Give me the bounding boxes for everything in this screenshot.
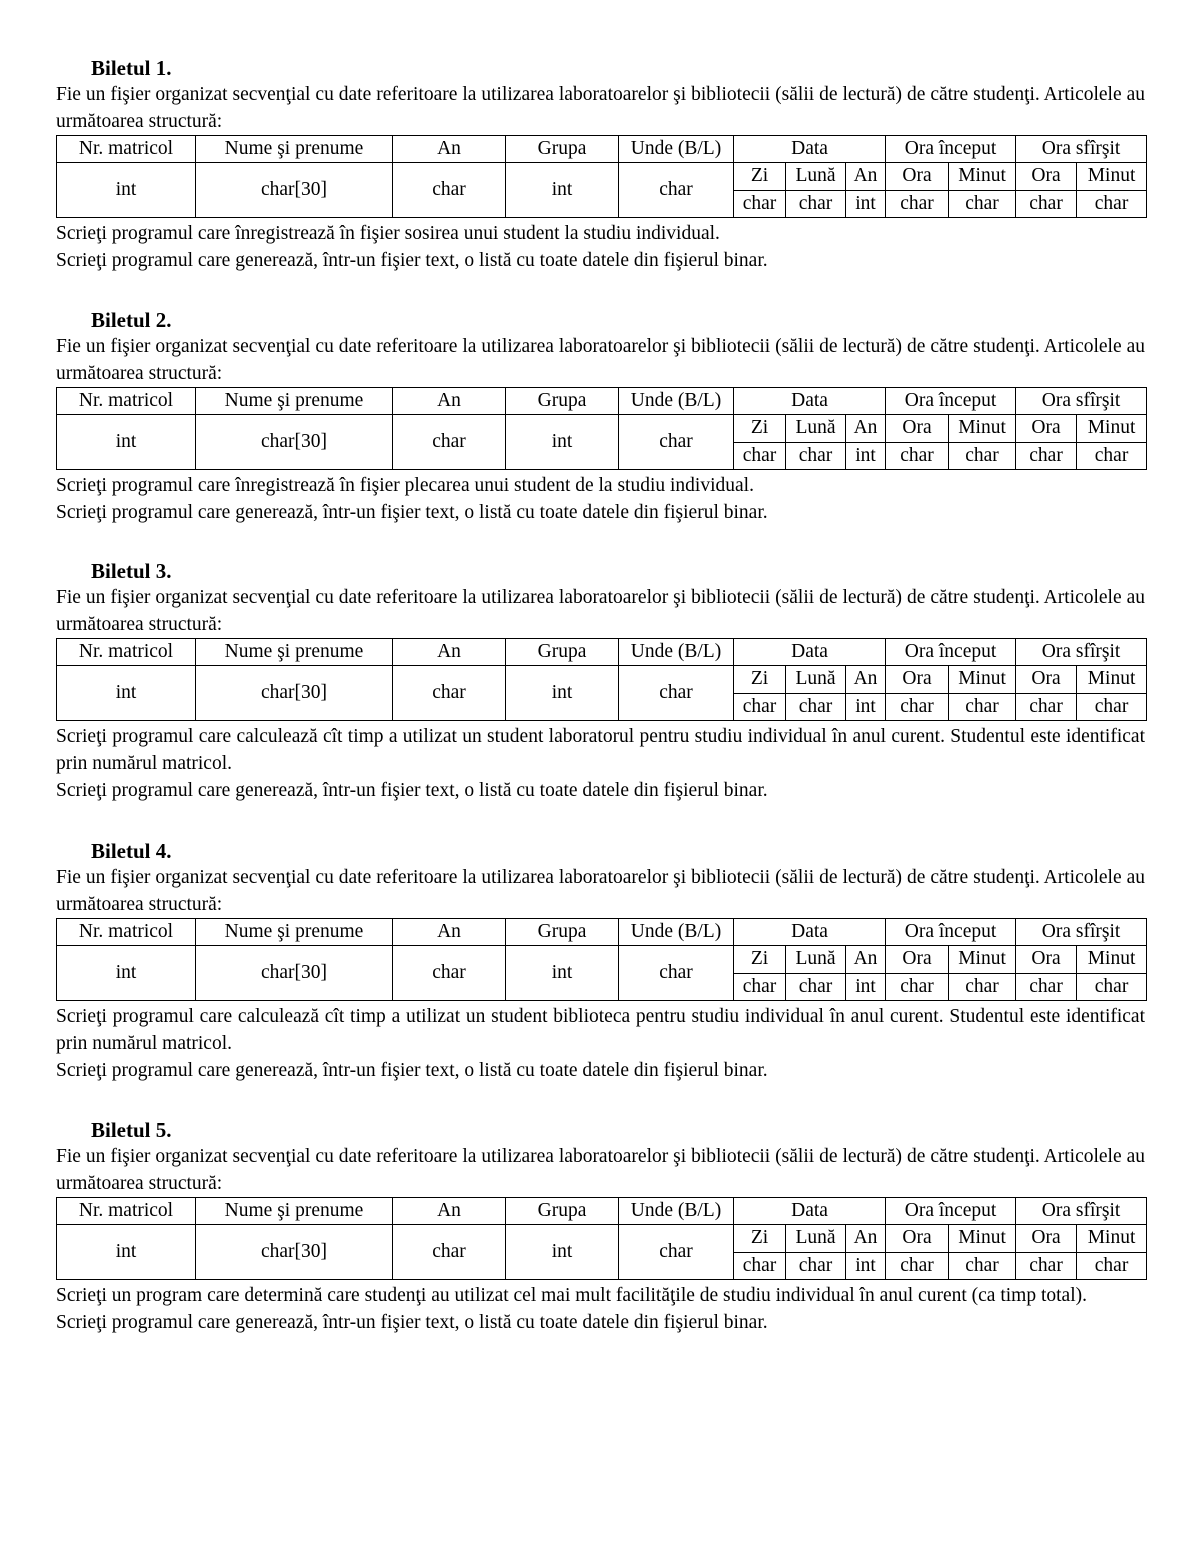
task-1: Scrieţi programul care înregistrează în fişier plecarea unui student de la studiu individual.	[56, 475, 754, 496]
header-ora-inceput: Ora început	[886, 639, 1016, 666]
header-an: An	[393, 388, 506, 415]
header-an: An	[393, 919, 506, 946]
header-ora-inceput: Ora început	[886, 1198, 1016, 1225]
header-ora-sfirsit: Ora sfîrşit	[1016, 388, 1147, 415]
type-nr-matricol: int	[57, 666, 196, 721]
ticket-1	[56, 55, 1145, 274]
subheader-an: An	[846, 163, 886, 191]
type-grupa: int	[506, 666, 619, 721]
type-luna: char	[786, 442, 846, 470]
header-data: Data	[734, 136, 886, 163]
ticket-title: Biletul 5.	[91, 1118, 172, 1142]
header-unde: Unde (B/L)	[619, 639, 734, 666]
type-luna: char	[786, 693, 846, 721]
subheader-an: An	[846, 666, 886, 694]
task-2: Scrieţi programul care generează, într-un fişier text, o listă cu toate datele din fişierul binar.	[56, 1312, 768, 1333]
task-1: Scrieţi programul care înregistrează în fişier sosirea unui student la studiu individual.	[56, 223, 720, 244]
type-unde: char	[619, 946, 734, 1001]
ticket-requirements	[56, 1282, 1145, 1336]
type-nr-matricol: int	[57, 163, 196, 218]
header-unde: Unde (B/L)	[619, 1198, 734, 1225]
header-nume: Nume şi prenume	[196, 919, 393, 946]
task-1: Scrieţi programul care calculează cît timp a utilizat un student laboratorul pentru studiu individual în anul curent. Studentul este identificat prin numărul matricol.	[56, 726, 1145, 774]
type-nr-matricol: int	[57, 1225, 196, 1280]
type-nume: char[30]	[196, 163, 393, 218]
type-unde: char	[619, 666, 734, 721]
type-nr-matricol: int	[57, 946, 196, 1001]
ticket-3	[56, 558, 1145, 804]
subheader-minut-inceput: Minut	[949, 1225, 1016, 1253]
header-ora-sfirsit: Ora sfîrşit	[1016, 639, 1147, 666]
table-subheader-row	[57, 1225, 1147, 1253]
header-nr-matricol: Nr. matricol	[57, 1198, 196, 1225]
subheader-luna: Lună	[786, 163, 846, 191]
ticket-intro: Fie un fişier organizat secvenţial cu date referitoare la utilizarea laboratoarelor şi bibliotecii (sălii de lectură) de către studenţi. Articolele au următoarea structură:	[56, 84, 1145, 132]
ticket-requirements	[56, 220, 1145, 274]
header-nume: Nume şi prenume	[196, 388, 393, 415]
header-ora-sfirsit: Ora sfîrşit	[1016, 136, 1147, 163]
table-header-row	[57, 1198, 1147, 1225]
header-data: Data	[734, 388, 886, 415]
type-ora-sfirsit: char	[1016, 973, 1077, 1001]
header-unde: Unde (B/L)	[619, 388, 734, 415]
type-grupa: int	[506, 946, 619, 1001]
header-grupa: Grupa	[506, 639, 619, 666]
type-ora-sfirsit: char	[1016, 693, 1077, 721]
table-subheader-row	[57, 415, 1147, 443]
ticket-intro: Fie un fişier organizat secvenţial cu date referitoare la utilizarea laboratoarelor şi bibliotecii (sălii de lectură) de către studenţi. Articolele au următoarea structură:	[56, 867, 1145, 915]
ticket-title: Biletul 3.	[91, 559, 172, 583]
type-zi: char	[734, 442, 786, 470]
table-subheader-row	[57, 163, 1147, 191]
ticket-4	[56, 838, 1145, 1084]
ticket-intro: Fie un fişier organizat secvenţial cu date referitoare la utilizarea laboratoarelor şi bibliotecii (sălii de lectură) de către studenţi. Articolele au următoarea structură:	[56, 1146, 1145, 1194]
header-nr-matricol: Nr. matricol	[57, 919, 196, 946]
type-minut-sfirsit: char	[1077, 973, 1147, 1001]
type-an: char	[393, 163, 506, 218]
subheader-ora-inceput: Ora	[886, 415, 949, 443]
subheader-luna: Lună	[786, 1225, 846, 1253]
task-2: Scrieţi programul care generează, într-un fişier text, o listă cu toate datele din fişierul binar.	[56, 502, 768, 523]
type-ora-sfirsit: char	[1016, 442, 1077, 470]
subheader-ora-sfirsit: Ora	[1016, 415, 1077, 443]
subheader-minut-inceput: Minut	[949, 163, 1016, 191]
subheader-ora-sfirsit: Ora	[1016, 666, 1077, 694]
type-minut-sfirsit: char	[1077, 1252, 1147, 1280]
subheader-ora-inceput: Ora	[886, 666, 949, 694]
header-grupa: Grupa	[506, 388, 619, 415]
type-nume: char[30]	[196, 1225, 393, 1280]
type-zi: char	[734, 973, 786, 1001]
type-minut-inceput: char	[949, 973, 1016, 1001]
ticket-intro: Fie un fişier organizat secvenţial cu date referitoare la utilizarea laboratoarelor şi bibliotecii (sălii de lectură) de către studenţi. Articolele au următoarea structură:	[56, 336, 1145, 384]
subheader-minut-inceput: Minut	[949, 415, 1016, 443]
header-ora-sfirsit: Ora sfîrşit	[1016, 919, 1147, 946]
type-an-data: int	[846, 442, 886, 470]
task-1: Scrieţi programul care calculează cît timp a utilizat un student biblioteca pentru studiu individual în anul curent. Studentul este identificat prin numărul matricol.	[56, 1006, 1145, 1054]
header-grupa: Grupa	[506, 1198, 619, 1225]
header-grupa: Grupa	[506, 919, 619, 946]
header-unde: Unde (B/L)	[619, 136, 734, 163]
type-ora-inceput: char	[886, 1252, 949, 1280]
task-2: Scrieţi programul care generează, într-un fişier text, o listă cu toate datele din fişierul binar.	[56, 250, 768, 271]
type-zi: char	[734, 1252, 786, 1280]
subheader-minut-sfirsit: Minut	[1077, 1225, 1147, 1253]
header-data: Data	[734, 1198, 886, 1225]
table-header-row	[57, 136, 1147, 163]
type-ora-sfirsit: char	[1016, 1252, 1077, 1280]
type-unde: char	[619, 1225, 734, 1280]
type-grupa: int	[506, 415, 619, 470]
type-ora-inceput: char	[886, 442, 949, 470]
ticket-title: Biletul 4.	[91, 839, 172, 863]
type-nume: char[30]	[196, 946, 393, 1001]
subheader-ora-inceput: Ora	[886, 1225, 949, 1253]
type-minut-sfirsit: char	[1077, 442, 1147, 470]
type-minut-inceput: char	[949, 442, 1016, 470]
subheader-minut-sfirsit: Minut	[1077, 666, 1147, 694]
table-header-row	[57, 388, 1147, 415]
table-header-row	[57, 919, 1147, 946]
subheader-minut-inceput: Minut	[949, 666, 1016, 694]
header-unde: Unde (B/L)	[619, 919, 734, 946]
subheader-an: An	[846, 1225, 886, 1253]
subheader-luna: Lună	[786, 946, 846, 974]
header-nume: Nume şi prenume	[196, 639, 393, 666]
structure-table	[56, 1197, 1147, 1280]
task-2: Scrieţi programul care generează, într-un fişier text, o listă cu toate datele din fişierul binar.	[56, 780, 768, 801]
type-unde: char	[619, 163, 734, 218]
type-minut-inceput: char	[949, 1252, 1016, 1280]
header-data: Data	[734, 639, 886, 666]
subheader-ora-sfirsit: Ora	[1016, 163, 1077, 191]
type-luna: char	[786, 1252, 846, 1280]
task-2: Scrieţi programul care generează, într-un fişier text, o listă cu toate datele din fişierul binar.	[56, 1060, 768, 1081]
type-grupa: int	[506, 1225, 619, 1280]
header-an: An	[393, 1198, 506, 1225]
type-an-data: int	[846, 1252, 886, 1280]
type-an: char	[393, 946, 506, 1001]
type-an: char	[393, 415, 506, 470]
ticket-requirements	[56, 1003, 1145, 1084]
type-zi: char	[734, 693, 786, 721]
type-luna: char	[786, 190, 846, 218]
subheader-an: An	[846, 946, 886, 974]
header-ora-inceput: Ora început	[886, 136, 1016, 163]
type-minut-inceput: char	[949, 190, 1016, 218]
header-ora-sfirsit: Ora sfîrşit	[1016, 1198, 1147, 1225]
type-an-data: int	[846, 693, 886, 721]
subheader-luna: Lună	[786, 415, 846, 443]
subheader-minut-sfirsit: Minut	[1077, 415, 1147, 443]
type-grupa: int	[506, 163, 619, 218]
header-ora-inceput: Ora început	[886, 388, 1016, 415]
type-an: char	[393, 666, 506, 721]
type-an-data: int	[846, 190, 886, 218]
type-nr-matricol: int	[57, 415, 196, 470]
subheader-zi: Zi	[734, 163, 786, 191]
ticket-5	[56, 1117, 1145, 1336]
subheader-minut-sfirsit: Minut	[1077, 163, 1147, 191]
subheader-minut-inceput: Minut	[949, 946, 1016, 974]
table-subheader-row	[57, 946, 1147, 974]
type-minut-inceput: char	[949, 693, 1016, 721]
ticket-title: Biletul 1.	[91, 56, 172, 80]
type-nume: char[30]	[196, 666, 393, 721]
type-ora-inceput: char	[886, 190, 949, 218]
subheader-an: An	[846, 415, 886, 443]
type-minut-sfirsit: char	[1077, 693, 1147, 721]
header-ora-inceput: Ora început	[886, 919, 1016, 946]
task-1: Scrieţi un program care determină care studenţi au utilizat cel mai mult facilităţile de studiu individual în anul curent (ca timp total).	[56, 1285, 1087, 1306]
type-minut-sfirsit: char	[1077, 190, 1147, 218]
header-an: An	[393, 639, 506, 666]
header-nume: Nume şi prenume	[196, 1198, 393, 1225]
subheader-zi: Zi	[734, 666, 786, 694]
ticket-intro: Fie un fişier organizat secvenţial cu date referitoare la utilizarea laboratoarelor şi bibliotecii (sălii de lectură) de către studenţi. Articolele au următoarea structură:	[56, 587, 1145, 635]
type-luna: char	[786, 973, 846, 1001]
type-ora-inceput: char	[886, 693, 949, 721]
subheader-ora-sfirsit: Ora	[1016, 1225, 1077, 1253]
table-subheader-row	[57, 666, 1147, 694]
structure-table	[56, 387, 1147, 470]
table-header-row	[57, 639, 1147, 666]
type-unde: char	[619, 415, 734, 470]
subheader-zi: Zi	[734, 1225, 786, 1253]
ticket-requirements	[56, 723, 1145, 804]
header-nr-matricol: Nr. matricol	[57, 388, 196, 415]
structure-table	[56, 918, 1147, 1001]
structure-table	[56, 638, 1147, 721]
type-nume: char[30]	[196, 415, 393, 470]
subheader-ora-sfirsit: Ora	[1016, 946, 1077, 974]
type-zi: char	[734, 190, 786, 218]
subheader-ora-inceput: Ora	[886, 946, 949, 974]
header-nume: Nume şi prenume	[196, 136, 393, 163]
type-an: char	[393, 1225, 506, 1280]
subheader-luna: Lună	[786, 666, 846, 694]
ticket-title: Biletul 2.	[91, 308, 172, 332]
header-nr-matricol: Nr. matricol	[57, 136, 196, 163]
header-data: Data	[734, 919, 886, 946]
ticket-2	[56, 307, 1145, 526]
type-ora-sfirsit: char	[1016, 190, 1077, 218]
ticket-requirements	[56, 472, 1145, 526]
subheader-ora-inceput: Ora	[886, 163, 949, 191]
subheader-zi: Zi	[734, 415, 786, 443]
header-grupa: Grupa	[506, 136, 619, 163]
structure-table	[56, 135, 1147, 218]
type-ora-inceput: char	[886, 973, 949, 1001]
subheader-minut-sfirsit: Minut	[1077, 946, 1147, 974]
type-an-data: int	[846, 973, 886, 1001]
header-nr-matricol: Nr. matricol	[57, 639, 196, 666]
header-an: An	[393, 136, 506, 163]
subheader-zi: Zi	[734, 946, 786, 974]
